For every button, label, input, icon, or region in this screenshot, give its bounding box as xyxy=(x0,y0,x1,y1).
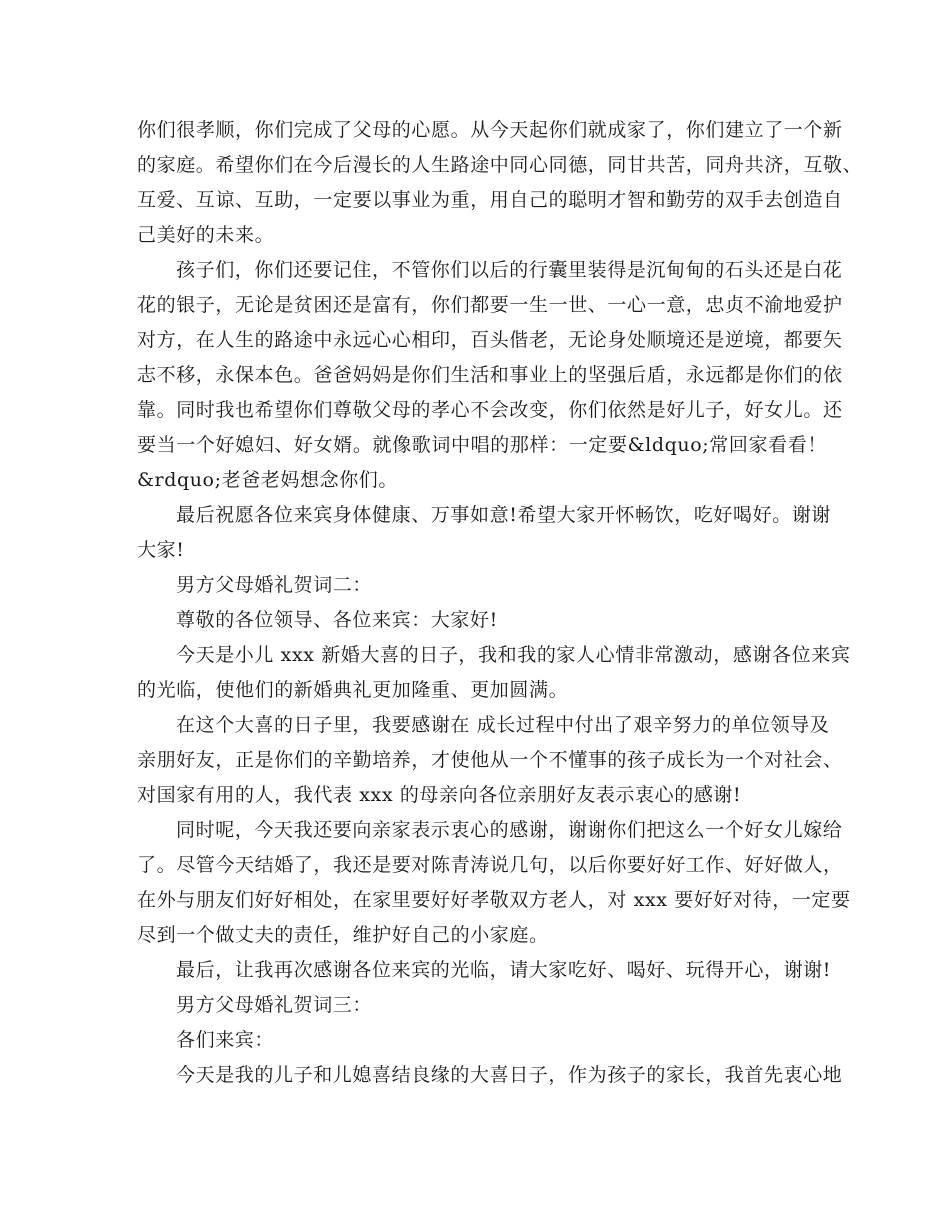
paragraph-first-line: 今天是小儿 xxx 新婚大喜的日子，我和我的家人心情非常激动，感谢各位来宾 xyxy=(176,644,851,666)
text-line: 志不移，永保本色。爸爸妈妈是你们生活和事业上的坚强后盾，永远都是你们的依 xyxy=(137,364,843,386)
text-line: 尽到一个做丈夫的责任，维护好自己的小家庭。 xyxy=(137,924,549,946)
text-line: 对国家有用的人，我代表 xxx 的母亲向各位亲朋好友表示衷心的感谢! xyxy=(137,784,742,806)
text-line: 对方，在人生的路途中永远心心相印，百头偕老，无论身处顺境还是逆境，都要矢 xyxy=(137,329,843,351)
salutation: 尊敬的各位领导、各位来宾：大家好! xyxy=(176,609,498,631)
text-line: 己美好的未来。 xyxy=(137,224,275,246)
text-line: 你们很孝顺，你们完成了父母的心愿。从今天起你们就成家了，你们建立了一个新 xyxy=(137,119,843,141)
text-line: 的家庭。希望你们在今后漫长的人生路途中同心同德，同甘共苦，同舟共济，互敬、 xyxy=(137,154,863,176)
paragraph-first-line: 最后祝愿各位来宾身体健康、万事如意!希望大家开怀畅饮，吃好喝好。谢谢 xyxy=(176,504,832,526)
text-line: 了。尽管今天结婚了，我还是要对陈青涛说几句，以后你要好好工作、好好做人， xyxy=(137,854,843,876)
text-line: 在外与朋友们好好相处，在家里要好好孝敬双方老人，对 xxx 要好好对待，一定要 xyxy=(137,889,851,911)
paragraph-first-line: 在这个大喜的日子里，我要感谢在 成长过程中付出了艰辛努力的单位领导及 xyxy=(176,714,830,736)
salutation: 各们来宾： xyxy=(176,1029,275,1051)
text-line: 互爱、互谅、互助，一定要以事业为重，用自己的聪明才智和勤劳的双手去创造自 xyxy=(137,189,843,211)
text-line: &rdquo;老爸老妈想念你们。 xyxy=(137,469,398,491)
text-line: 花的银子，无论是贫困还是富有，你们都要一生一世、一心一意，忠贞不渝地爱护 xyxy=(137,294,843,316)
section-heading: 男方父母婚礼贺词三： xyxy=(176,994,373,1016)
paragraph-first-line: 孩子们，你们还要记住，不管你们以后的行囊里装得是沉甸甸的石头还是白花 xyxy=(176,259,843,281)
section-heading: 男方父母婚礼贺词二： xyxy=(176,574,373,596)
text-line: 要当一个好媳妇、好女婿。就像歌词中唱的那样：一定要&ldquo;常回家看看！ xyxy=(137,434,827,456)
text-line: 靠。同时我也希望你们尊敬父母的孝心不会改变，你们依然是好儿子，好女儿。还 xyxy=(137,399,843,421)
text-line: 的光临，使他们的新婚典礼更加隆重、更加圆满。 xyxy=(137,679,569,701)
paragraph-first-line: 同时呢，今天我还要向亲家表示衷心的感谢，谢谢你们把这么一个好女儿嫁给 xyxy=(176,819,843,841)
paragraph-first-line: 今天是我的儿子和儿媳喜结良缘的大喜日子，作为孩子的家长，我首先衷心地 xyxy=(176,1064,843,1086)
paragraph-first-line: 最后，让我再次感谢各位来宾的光临，请大家吃好、喝好、玩得开心，谢谢! xyxy=(176,959,832,981)
text-line: 大家! xyxy=(137,539,185,561)
text-line: 亲朋好友，正是你们的辛勤培养，才使他从一个不懂事的孩子成长为一个对社会、 xyxy=(137,749,843,771)
